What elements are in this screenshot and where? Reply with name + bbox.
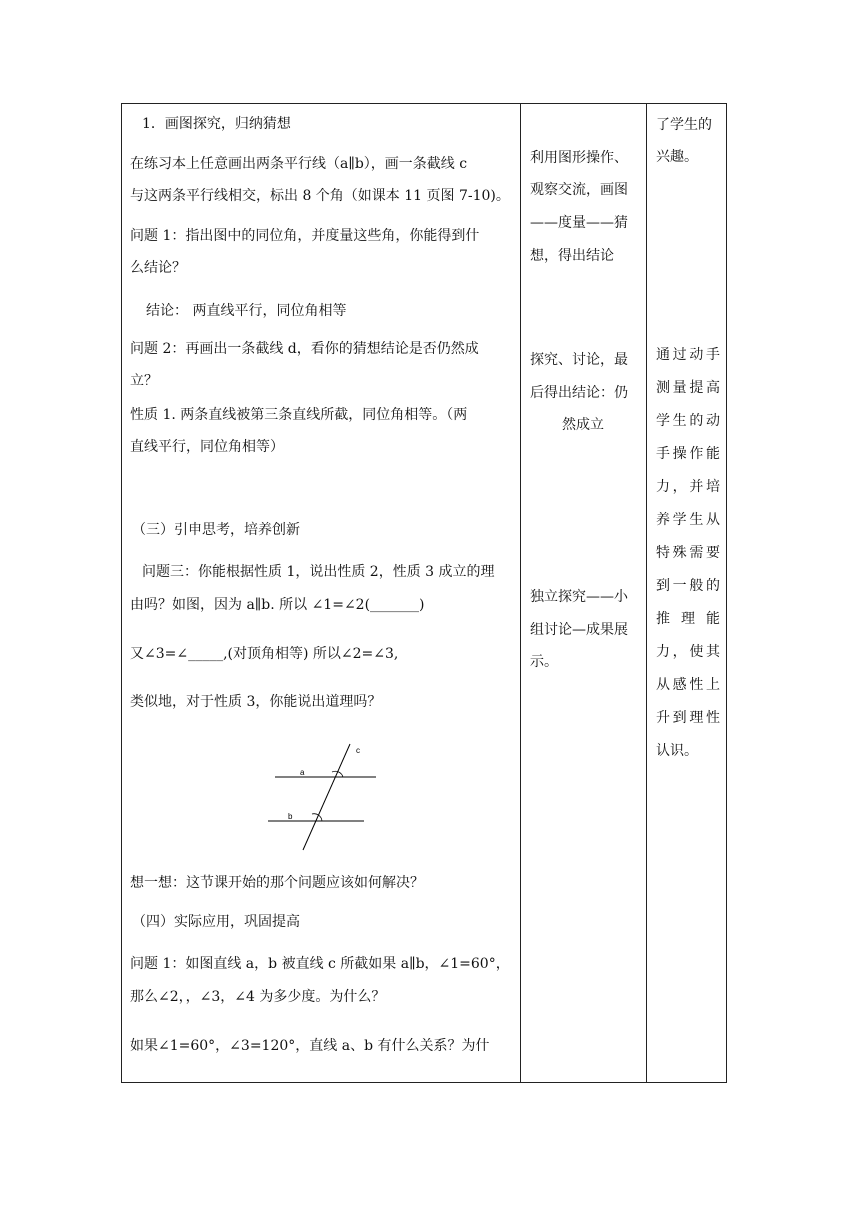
parallel-lines-diagram [268, 740, 380, 852]
intent-line: 通过动手 [656, 347, 720, 363]
conclusion-line: 结论： 两直线平行，同位角相等 [146, 303, 347, 319]
paragraph-line: 与这两条平行线相交，标出 8 个角（如课本 11 页图 7-10)。 [130, 188, 510, 204]
question-line: 如果∠1=60°，∠3=120°，直线 a、b 有什么关系？为什 [130, 1038, 490, 1054]
property-line: 性质 1. 两条直线被第三条直线所截，同位角相等。（两 [130, 407, 468, 423]
activity-line: 利用图形操作、 [530, 150, 628, 166]
question-line: 问题 1：指出图中的同位角，并度量这些角，你能得到什 [130, 228, 480, 244]
activity-line: 示。 [530, 654, 558, 670]
question-line: 那么∠2，，∠3，∠4 为多少度。为什么？ [130, 989, 386, 1005]
question-line: 立？ [130, 373, 158, 389]
intent-line: 升到理性 [656, 710, 720, 726]
section-heading: （三）引申思考，培养创新 [132, 522, 300, 538]
lesson-table [121, 103, 727, 1083]
question-line: 由吗？如图，因为 a∥b. 所以 ∠1=∠2(_______) [130, 597, 425, 613]
column-divider-1 [520, 104, 521, 1082]
intent-line: 手操作能 [656, 446, 720, 462]
intent-line: 了学生的 [656, 117, 712, 133]
intent-line: 兴趣。 [656, 149, 698, 165]
activity-line: 然成立 [562, 417, 604, 433]
intent-line: 力，并培 [656, 479, 720, 495]
transversal-c [303, 744, 350, 850]
section-heading: 1．画图探究，归纳猜想 [142, 116, 291, 132]
section-heading: （四）实际应用，巩固提高 [132, 914, 300, 930]
label-b: b [288, 812, 293, 821]
question-line: 问题 2：再画出一条截线 d，看你的猜想结论是否仍然成 [130, 341, 479, 357]
question-line: 问题三：你能根据性质 1，说出性质 2，性质 3 成立的理 [142, 564, 495, 580]
activity-line: 组讨论—成果展 [530, 622, 628, 638]
intent-line: 学生的动 [656, 413, 720, 429]
reasoning-line: 又∠3=∠_____,(对顶角相等) 所以∠2=∠3, [130, 646, 399, 662]
activity-line: 想，得出结论 [530, 248, 614, 264]
intent-line: 从感性上 [656, 677, 720, 693]
intent-line: 特殊需要 [656, 545, 720, 561]
activity-line: ——度量——猜 [530, 215, 628, 231]
question-line: 类似地，对于性质 3，你能说出道理吗？ [130, 694, 382, 710]
intent-line: 推理能 [656, 611, 720, 627]
activity-line: 后得出结论：仍 [530, 385, 628, 401]
question-line: 么结论？ [130, 260, 186, 276]
question-line: 想一想：这节课开始的那个问题应该如何解决？ [130, 875, 424, 891]
label-c: c [356, 746, 360, 755]
activity-line: 独立探究——小 [530, 589, 628, 605]
intent-line: 到一般的 [656, 578, 720, 594]
paragraph-line: 在练习本上任意画出两条平行线（a∥b），画一条截线 c [130, 156, 468, 172]
column-divider-2 [646, 104, 647, 1082]
intent-line: 认识。 [656, 743, 698, 759]
intent-line: 测量提高 [656, 380, 720, 396]
intent-line: 养学生从 [656, 512, 720, 528]
property-line: 直线平行，同位角相等） [130, 439, 284, 455]
label-a: a [300, 768, 305, 777]
intent-line: 力，使其 [656, 644, 720, 660]
activity-line: 探究、讨论，最 [530, 352, 628, 368]
activity-line: 观察交流，画图 [530, 182, 628, 198]
question-line: 问题 1：如图直线 a，b 被直线 c 所截如果 a∥b，∠1=60°， [130, 956, 510, 972]
